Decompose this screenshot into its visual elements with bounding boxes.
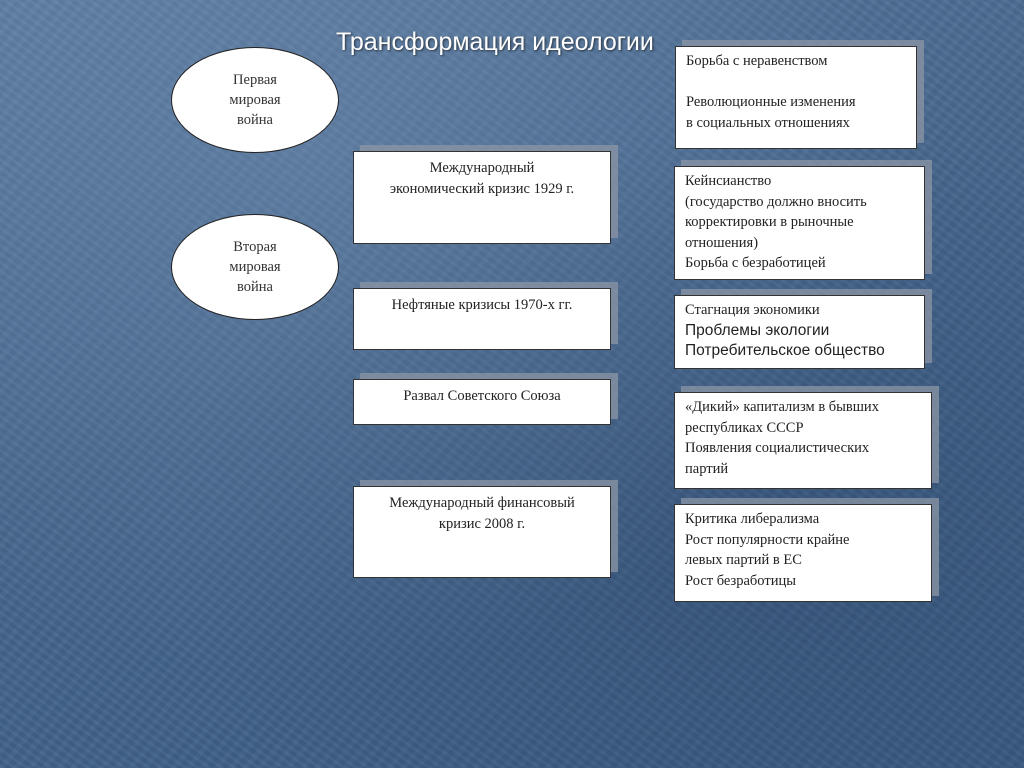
event-box-crisis-1929 bbox=[353, 151, 611, 244]
second-world-war-oval bbox=[171, 214, 339, 320]
outcome-box-wild-capitalism bbox=[674, 392, 932, 489]
event-label: Нефтяные кризисы 1970-х гг. bbox=[391, 297, 573, 313]
outcome-label-rest: Проблемы экологии Потребительское общество bbox=[685, 321, 885, 359]
outcome-label: Борьба с неравенством Революционные изменения в социальных отношениях bbox=[686, 53, 856, 131]
outcome-box-stagnation bbox=[674, 295, 925, 369]
event-label: Международный экономический кризис 1929 г. bbox=[389, 160, 575, 197]
slide-title: Трансформация идеологии bbox=[336, 28, 654, 56]
event-box-ussr-collapse bbox=[353, 379, 611, 425]
event-box-oil-crises bbox=[353, 288, 611, 350]
outcome-label: «Дикий» капитализм в бывших республиках СССР Появления социалистических партий bbox=[685, 399, 879, 477]
second-world-war-label: Вторая мировая война bbox=[229, 239, 281, 295]
outcome-box-inequality bbox=[675, 46, 917, 149]
event-label: Развал Советского Союза bbox=[403, 388, 561, 404]
event-label: Международный финансовый кризис 2008 г. bbox=[389, 495, 575, 532]
outcome-label: Критика либерализма Рост популярности крайне левых партий в ЕС Рост безработицы bbox=[685, 511, 850, 589]
event-box-crisis-2008 bbox=[353, 486, 611, 578]
outcome-label-first: Стагнация экономики bbox=[685, 302, 820, 318]
outcome-box-liberalism-critique bbox=[674, 504, 932, 602]
outcome-label: Кейнсианство (государство должно вносить корректировки в рыночные отношения) Борьба с безработицей bbox=[685, 173, 867, 271]
outcome-box-keynesianism bbox=[674, 166, 925, 280]
first-world-war-label: Первая мировая война bbox=[229, 72, 281, 128]
first-world-war-oval bbox=[171, 47, 339, 153]
